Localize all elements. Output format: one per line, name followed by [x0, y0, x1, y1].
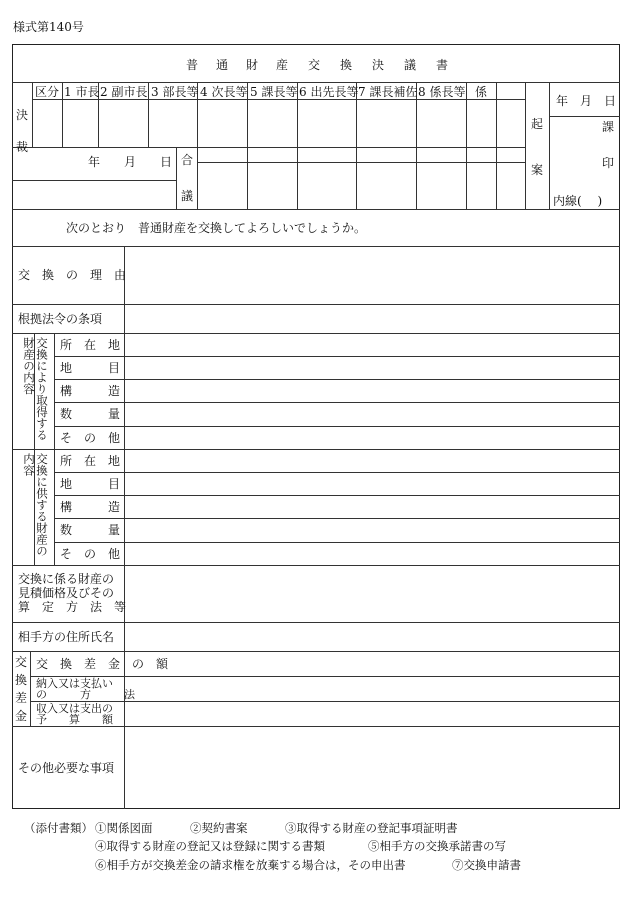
title-char: 普	[186, 58, 199, 72]
title-char: 決	[372, 58, 385, 72]
diff-budget-label-1: 収入又は支出の	[36, 702, 113, 715]
acquire-other: そ の 他	[60, 431, 121, 445]
col-header: 2 副市長	[100, 85, 148, 99]
valuation-label-2: 見積価格及びその	[18, 586, 115, 600]
title-char: 議	[404, 58, 417, 72]
other-label: その他必要な事項	[18, 761, 115, 775]
diff-group-label: 換	[15, 673, 28, 687]
law-label: 根拠法令の条項	[18, 312, 103, 326]
attachment-item: ⑦交換申請書	[452, 858, 521, 872]
offer-location: 所 在 地	[60, 454, 121, 468]
kian-in: 印	[602, 156, 615, 170]
col-header: 3 部長等	[151, 85, 199, 99]
kessai-label: 決	[16, 108, 29, 122]
acquire-category: 地 目	[60, 361, 121, 375]
kessai-date-year: 年	[88, 155, 101, 169]
valuation-label-1: 交換に係る財産の	[18, 572, 115, 586]
attachment-item: ③取得する財産の登記事項証明書	[285, 821, 458, 835]
diff-group-label: 差	[15, 691, 28, 705]
attachment-item: ②契約書案	[190, 821, 248, 835]
offer-quantity: 数 量	[60, 523, 121, 537]
acquire-structure: 構 造	[60, 384, 121, 398]
gougi-label: 合	[181, 153, 194, 167]
title-char: 産	[276, 58, 289, 72]
acquire-group-label: 交換により取得する財産の内容	[22, 337, 49, 441]
offer-other: そ の 他	[60, 547, 121, 561]
kian-date-day: 日	[604, 94, 617, 108]
diff-amount-label: 交 換 差 金 の 額	[36, 657, 169, 671]
attachment-item: ①関係図面	[95, 821, 153, 835]
kessai-label: 裁	[16, 140, 29, 154]
col-header: 1 市長	[64, 85, 100, 99]
kessai-date-day: 日	[160, 155, 173, 169]
attachment-item: ⑥相手方が交換差金の請求権を放棄する場合は，その申出書	[95, 858, 406, 872]
form-number: 様式第140号	[13, 20, 84, 34]
attachment-item: ④取得する財産の登記又は登録に関する書類	[95, 839, 325, 853]
kian-ka: 課	[602, 120, 615, 134]
col-header: 区分	[35, 85, 60, 99]
valuation-label-3: 算 定 方 法 等	[18, 600, 127, 614]
kian-naisen: 内線( )	[553, 194, 603, 208]
attachment-item: ⑤相手方の交換承諾書の写	[368, 839, 506, 853]
title-char: 書	[436, 58, 449, 72]
partner-label: 相手方の住所氏名	[18, 630, 115, 644]
gougi-label: 議	[181, 189, 194, 203]
diff-method-label-1: 納入又は支払い	[36, 677, 113, 690]
col-header: 係	[475, 85, 488, 99]
col-header: 8 係長等	[418, 85, 466, 99]
title-char: 財	[246, 58, 259, 72]
diff-group-label: 金	[15, 709, 28, 723]
kian-label: 案	[531, 163, 544, 177]
acquire-location: 所 在 地	[60, 338, 121, 352]
diff-method-label-2: の 方 法	[36, 688, 135, 701]
kian-date-month: 月	[580, 94, 593, 108]
title-char: 交	[308, 58, 321, 72]
statement: 次のとおり 普通財産を交換してよろしいでしょうか。	[66, 221, 367, 235]
offer-category: 地 目	[60, 477, 121, 491]
kian-label: 起	[531, 117, 544, 131]
diff-group-label: 交	[15, 655, 28, 669]
col-header: 7 課長補佐	[358, 85, 418, 99]
attachments-heading: （添付書類）	[24, 821, 93, 835]
kian-date-year: 年	[556, 94, 569, 108]
title-char: 換	[340, 58, 353, 72]
col-header: 6 出先長等	[299, 85, 359, 99]
kessai-date-month: 月	[124, 155, 137, 169]
offer-group-label: 交換に供する財産の内容	[22, 453, 49, 557]
col-header: 5 課長等	[250, 85, 298, 99]
col-header: 4 次長等	[200, 85, 248, 99]
title-char: 通	[216, 58, 229, 72]
offer-structure: 構 造	[60, 500, 121, 514]
reason-label: 交 換 の 理 由	[18, 268, 127, 282]
acquire-quantity: 数 量	[60, 407, 121, 421]
diff-budget-label-2: 予 算 額	[36, 713, 113, 726]
